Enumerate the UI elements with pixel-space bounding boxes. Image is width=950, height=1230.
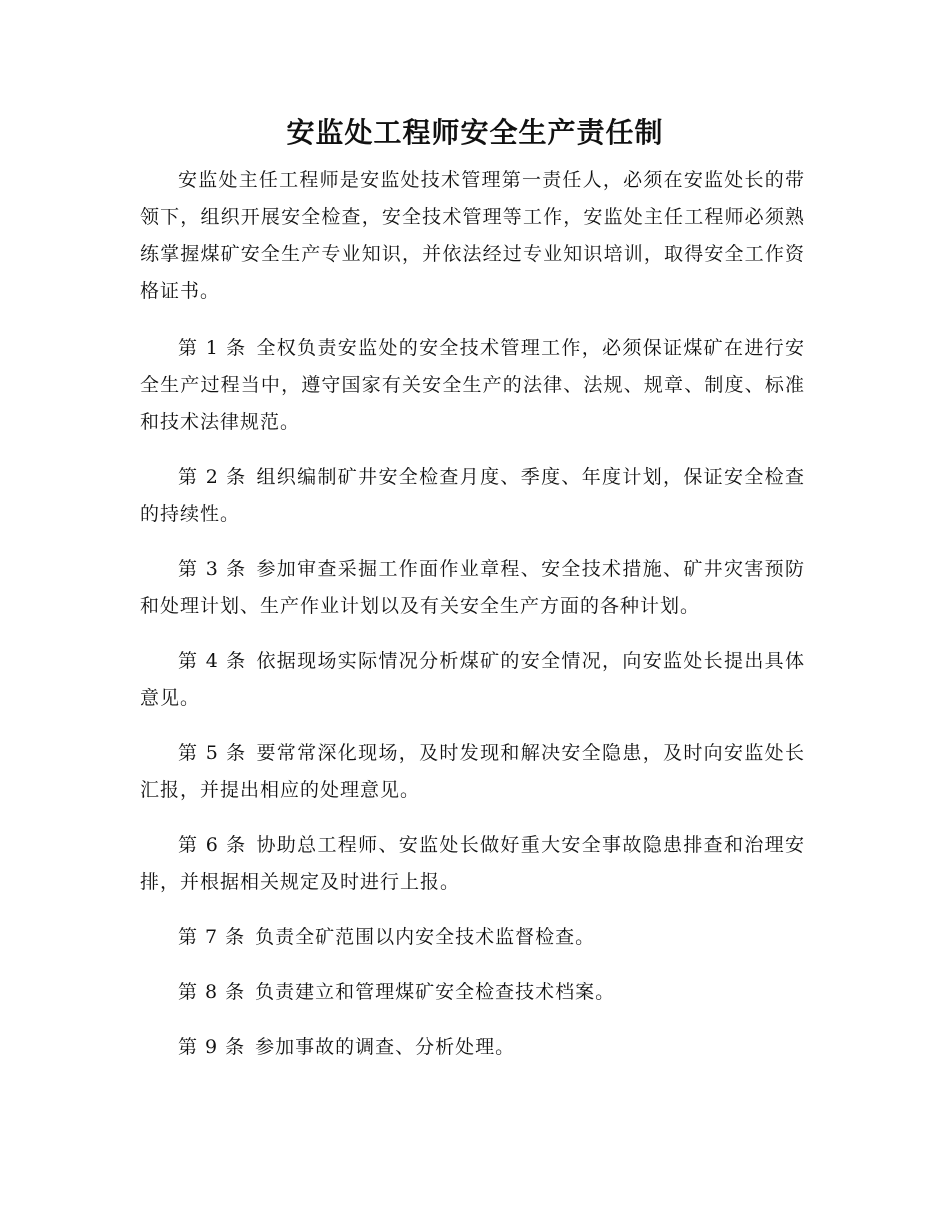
- article-number: 第 6 条: [178, 834, 247, 856]
- article-text: 参加审查采掘工作面作业章程、安全技术措施、矿井灾害预防和处理计划、生产作业计划以及有关安全生产方面的各种计划。: [140, 558, 805, 617]
- article-text: 要常常深化现场，及时发现和解决安全隐患，及时向安监处长汇报，并提出相应的处理意见。: [140, 742, 805, 801]
- article-number: 第 9 条: [178, 1036, 246, 1058]
- article-text: 协助总工程师、安监处长做好重大安全事故隐患排查和治理安排，并根据相关规定及时进行上报。: [140, 834, 805, 893]
- article-text: 负责建立和管理煤矿安全检查技术档案。: [255, 981, 616, 1003]
- article-2: [140, 459, 805, 533]
- article-number: 第 5 条: [178, 742, 247, 764]
- document-title: 安监处工程师安全生产责任制: [286, 116, 664, 149]
- article-text: 参加事故的调查、分析处理。: [255, 1036, 516, 1058]
- article-text: 负责全矿范围以内安全技术监督检查。: [255, 926, 596, 948]
- article-number: 第 3 条: [178, 558, 247, 580]
- article-number: 第 8 条: [178, 981, 246, 1003]
- article-9: [140, 1029, 805, 1066]
- article-8: [140, 974, 805, 1011]
- article-6: [140, 827, 805, 901]
- article-3: [140, 551, 805, 625]
- article-text: 全权负责安监处的安全技术管理工作，必须保证煤矿在进行安全生产过程当中，遵守国家有关安全生产的法律、法规、规章、制度、标准和技术法律规范。: [140, 337, 805, 433]
- article-text: 组织编制矿井安全检查月度、季度、年度计划，保证安全检查的持续性。: [140, 466, 805, 525]
- article-number: 第 2 条: [178, 466, 247, 488]
- article-number: 第 7 条: [178, 926, 246, 948]
- document-body: [140, 162, 805, 1084]
- intro-paragraph: 安监处主任工程师是安监处技术管理第一责任人，必须在安监处长的带领下，组织开展安全检查，安全技术管理等工作，安监处主任工程师必须熟练掌握煤矿安全生产专业知识，并依法经过专业知识培训，取得安全工作资格证书。: [140, 169, 805, 302]
- article-text: 依据现场实际情况分析煤矿的安全情况，向安监处长提出具体意见。: [140, 650, 805, 709]
- article-4: [140, 643, 805, 717]
- article-number: 第 1 条: [178, 337, 247, 359]
- article-1: [140, 330, 805, 441]
- article-7: [140, 919, 805, 956]
- article-5: [140, 735, 805, 809]
- article-number: 第 4 条: [178, 650, 247, 672]
